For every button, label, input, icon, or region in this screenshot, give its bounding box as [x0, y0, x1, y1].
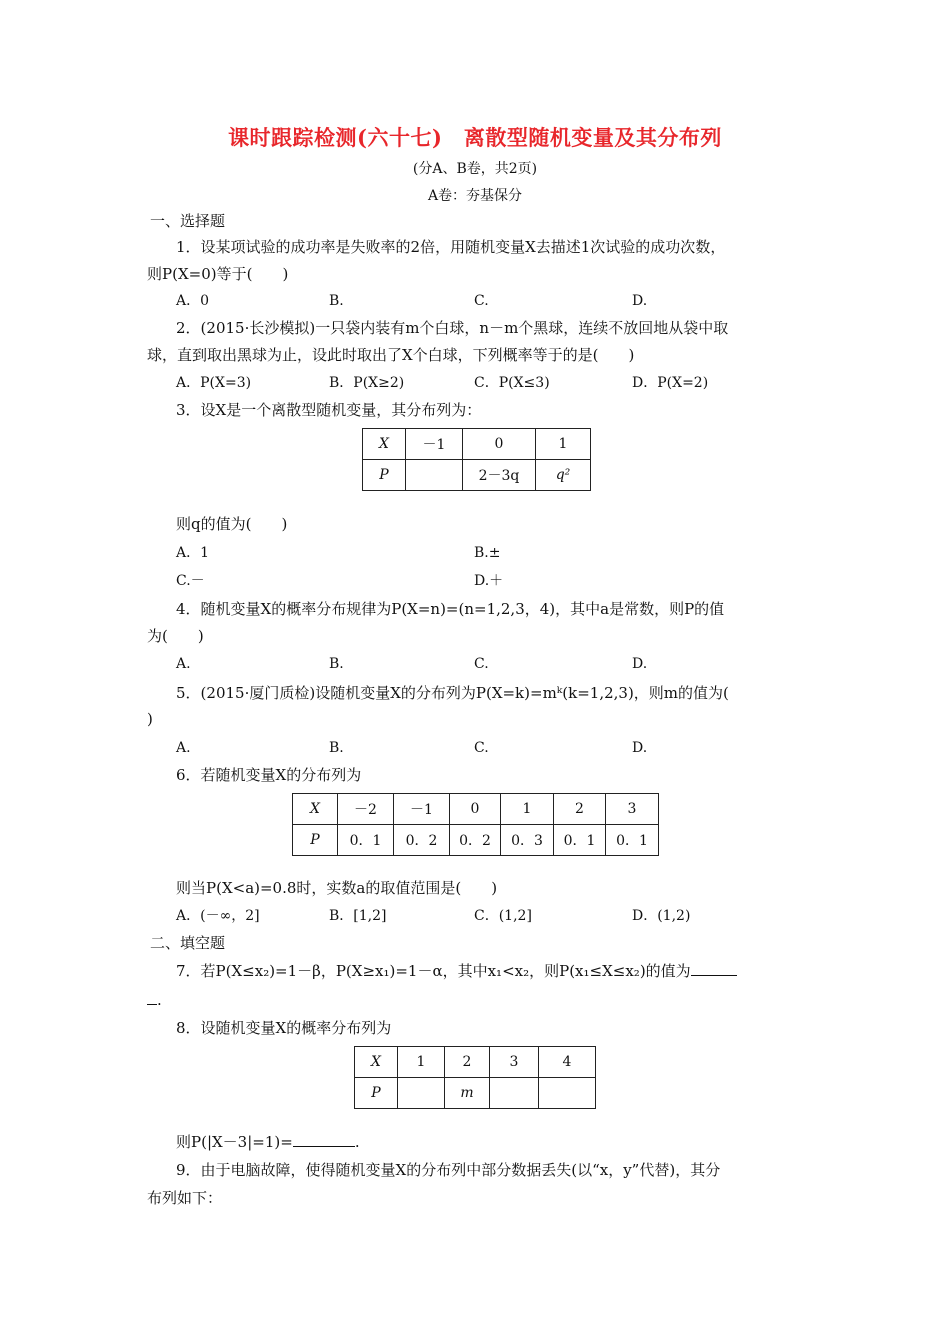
table-cell [398, 1078, 445, 1109]
q3-option-d: D.＋ [474, 573, 504, 589]
q1-option-b: B. [329, 293, 344, 309]
question-1-text-cont: 则P(X=0)等于( ) [147, 265, 289, 283]
question-3-text-cont: 则q的值为( ) [176, 515, 288, 533]
table-cell: 1 [536, 429, 591, 460]
volume-label: A卷：夯基保分 [427, 188, 523, 204]
table-cell: P [363, 460, 406, 491]
q4-option-d: D. [632, 656, 648, 672]
table-cell: 4 [539, 1047, 596, 1078]
q1-option-a: A．0 [176, 293, 210, 309]
table-cell: X [363, 429, 406, 460]
table-cell: 0．1 [606, 825, 659, 856]
table-cell: 1 [398, 1047, 445, 1078]
q6-distribution-table [292, 793, 659, 856]
q6-option-b: B．[1,2] [329, 908, 387, 924]
table-row [363, 429, 591, 460]
table-cell: m [445, 1078, 490, 1109]
table-cell: X [355, 1047, 398, 1078]
table-cell: 2－3q [463, 460, 536, 491]
q5-option-b: B. [329, 740, 344, 756]
question-2-text: 2．(2015·长沙模拟)一只袋内装有m个白球，n－m个黑球，连续不放回地从袋中取 [176, 319, 729, 337]
table-cell: 0．1 [554, 825, 606, 856]
q2-option-d: D．P(X=2) [632, 375, 709, 391]
table-row [293, 794, 659, 825]
question-8-text-cont [176, 1132, 360, 1152]
question-9-text-cont: 布列如下： [147, 1189, 223, 1207]
table-cell: 2 [554, 794, 606, 825]
table-cell: X [293, 794, 338, 825]
table-cell: 1 [501, 794, 554, 825]
q5-option-a: A. [176, 740, 191, 756]
question-4-text-cont: 为( ) [147, 627, 204, 645]
table-cell: P [293, 825, 338, 856]
question-6-text-cont: 则当P(X<a)=0.8时，实数a的取值范围是( ) [176, 879, 498, 897]
section-heading-choice: 一、选择题 [150, 212, 226, 230]
table-cell: 0 [463, 429, 536, 460]
q3-option-b: B.± [474, 545, 501, 561]
q1-option-c: C. [474, 293, 489, 309]
question-8-stem: 则P(|X－3|=1)= [176, 1133, 293, 1151]
table-cell: －1 [394, 794, 450, 825]
table-cell: q² [536, 460, 591, 491]
table-cell [406, 460, 463, 491]
question-7-text-cont [147, 990, 162, 1010]
q5-option-d: D. [632, 740, 648, 756]
q4-option-b: B. [329, 656, 344, 672]
table-cell: 0．3 [501, 825, 554, 856]
question-9-text: 9．由于电脑故障，使得随机变量X的分布列中部分数据丢失(以“x，y”代替)，其分 [176, 1161, 721, 1179]
q3-option-a: A．1 [176, 545, 210, 561]
table-cell: 0．2 [450, 825, 501, 856]
table-cell: 0．2 [394, 825, 450, 856]
question-1-text: 1．设某项试验的成功率是失败率的2倍，用随机变量X去描述1次试验的成功次数， [176, 238, 726, 256]
q6-option-c: C．(1,2] [474, 908, 532, 924]
question-8-text: 8．设随机变量X的概率分布列为 [176, 1019, 392, 1037]
answer-blank-cont [147, 990, 157, 1005]
question-6-text: 6．若随机变量X的分布列为 [176, 766, 362, 784]
q2-option-b: B．P(X≥2) [329, 375, 405, 391]
q8-distribution-table [354, 1046, 596, 1109]
page-title: 课时跟踪检测(六十七) 离散型随机变量及其分布列 [228, 125, 722, 150]
q4-option-c: C. [474, 656, 489, 672]
question-5-text-cont: ) [147, 710, 153, 728]
table-cell: 0 [450, 794, 501, 825]
question-4-text: 4．随机变量X的概率分布规律为P(X=n)=(n=1,2,3，4)，其中a是常数，则P的值 [176, 600, 725, 618]
table-row [293, 825, 659, 856]
answer-blank [691, 961, 737, 976]
q1-option-d: D. [632, 293, 648, 309]
q3-option-c: C.－ [176, 573, 205, 589]
q6-option-d: D．(1,2) [632, 908, 691, 924]
table-cell: P [355, 1078, 398, 1109]
question-7-stem: 7．若P(X≤x₂)=1－β，P(X≥x₁)=1－α，其中x₁<x₂，则P(x₁≤X≤x₂)的值为 [176, 962, 691, 980]
table-row [363, 460, 591, 491]
table-cell: －1 [406, 429, 463, 460]
question-7-end: . [157, 991, 162, 1009]
question-5-text: 5．(2015·厦门质检)设随机变量X的分布列为P(X=k)=mᵏ(k=1,2,3)，则m的值为( [176, 684, 729, 702]
question-8-end: . [354, 1133, 360, 1151]
question-7-text [176, 961, 737, 981]
q5-option-c: C. [474, 740, 489, 756]
table-cell [539, 1078, 596, 1109]
q3-distribution-table [362, 428, 591, 491]
q2-option-c: C．P(X≤3) [474, 375, 550, 391]
question-2-text-cont: 球，直到取出黑球为止，设此时取出了X个白球，下列概率等于的是( ) [147, 346, 635, 364]
q4-option-a: A. [176, 656, 191, 672]
table-cell: －2 [338, 794, 394, 825]
table-cell: 3 [606, 794, 659, 825]
table-cell: 2 [445, 1047, 490, 1078]
section-heading-fill: 二、填空题 [150, 934, 226, 952]
table-cell: 3 [490, 1047, 539, 1078]
table-cell: 0．1 [338, 825, 394, 856]
table-cell [490, 1078, 539, 1109]
q2-option-a: A．P(X=3) [176, 375, 252, 391]
page-subtitle: (分A、B卷，共2页) [412, 161, 538, 177]
table-row [355, 1078, 596, 1109]
table-row [355, 1047, 596, 1078]
q6-option-a: A．(－∞，2] [176, 908, 260, 924]
question-3-text: 3．设X是一个离散型随机变量，其分布列为： [176, 401, 482, 419]
answer-blank [293, 1132, 355, 1147]
